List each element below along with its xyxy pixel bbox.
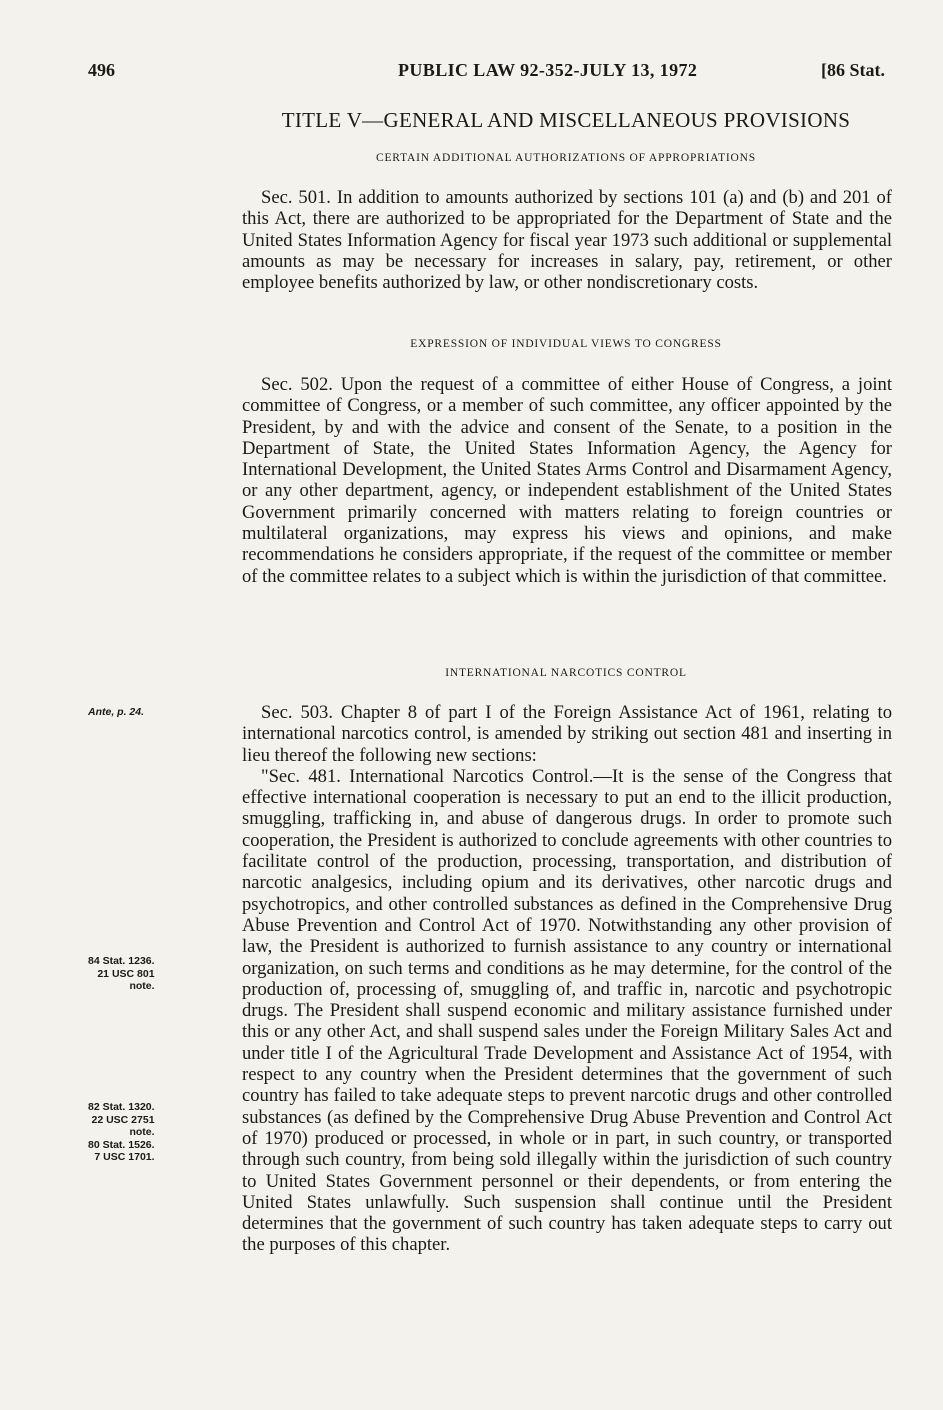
page-number: 496 (88, 60, 115, 80)
margin-note-citation: 82 Stat. 1320. 22 USC 2751 note. 80 Stat. 1526. 7 USC 1701. (88, 1101, 155, 1163)
statutes-volume: [86 Stat. (821, 60, 885, 80)
paragraph: Sec. 501. In addition to amounts authorized by sections 101 (a) and (b) and 201 of this Act, there are authorized to be appropriated for the Department of State and the United States Information Agency for fiscal year 1973 such additional or supplemental amounts as may be necessary for increases in salary, pay, retirement, or other employee benefits authorized by law, or other nondiscretionary costs. (242, 187, 892, 294)
paragraph: "Sec. 481. International Narcotics Control.—It is the sense of the Congress that effective international cooperation is necessary to put an end to the illicit production, smuggling, trafficking in, and abuse of dangerous drugs. In order to promote such cooperation, the President is authorized to conclude agreements with other countries to facilitate control of the production, processing, transportation, and distribution of narcotic analgesics, including opium and its derivatives, other narcotic drugs and psychotropics, and other controlled substances as defined in the Comprehensive Drug Abuse Prevention and Control Act of 1970. Notwithstanding any other provision of law, the President is authorized to furnish assistance to any country or international organization, on such terms and conditions as he may determine, for the control of the production of, processing of, smuggling of, and traffic in, narcotic and psychotropic drugs. The President shall suspend economic and military assistance furnished under this or any other Act, and shall suspend sales under the Foreign Military Sales Act and under title I of the Agricultural Trade Development and Assistance Act of 1954, with respect to any country when the President determines that the government of such country has failed to take adequate steps to prevent narcotic drugs and other controlled substances (as defined by the Comprehensive Drug Abuse Prevention and Control Act of 1970) produced or processed, in whole or in part, in such country, or transported through such country, from being sold illegally within the jurisdiction of such country to United States Government personnel or their dependents, or from entering the United States unlawfully. Such suspension shall continue until the President determines that the government of such country has taken adequate steps to carry out the purposes of this chapter. (242, 765, 892, 1256)
section-heading-503: INTERNATIONAL NARCOTICS CONTROL (445, 667, 687, 679)
section-heading-502: EXPRESSION OF INDIVIDUAL VIEWS TO CONGRESS (410, 338, 722, 350)
margin-note-citation: 84 Stat. 1236. 21 USC 801 note. (88, 955, 155, 992)
running-head-title: PUBLIC LAW 92-352-JULY 13, 1972 (398, 60, 698, 80)
section-heading-501: CERTAIN ADDITIONAL AUTHORIZATIONS OF APPROPRIATIONS (376, 152, 756, 164)
paragraph: Sec. 503. Chapter 8 of part I of the Foreign Assistance Act of 1961, relating to international narcotics control, is amended by striking out section 481 and inserting in lieu thereof the following new sections: (242, 702, 892, 766)
section-502-text (242, 374, 892, 587)
section-501-text (242, 187, 892, 293)
running-head (88, 60, 885, 88)
paragraph: Sec. 502. Upon the request of a committee of either House of Congress, a joint committee of Congress, or a member of such committee, any officer appointed by the President, by and with the advice and consent of the Senate, to a position in the Department of State, the United States Information Agency, the Agency for International Development, the United States Arms Control and Disarmament Agency, or any other department, agency, or independent establishment of the United States Government primarily concerned with matters relating to foreign countries or multilateral organizations, may express his views and opinions, and make recommendations he considers appropriate, if the request of the committee or member of the committee relates to a subject which is within the jurisdiction of that committee. (242, 374, 892, 587)
section-503-text (242, 702, 892, 1256)
title-heading: TITLE V—GENERAL AND MISCELLANEOUS PROVISIONS (281, 108, 851, 132)
margin-note-ante: Ante, p. 24. (88, 706, 145, 718)
